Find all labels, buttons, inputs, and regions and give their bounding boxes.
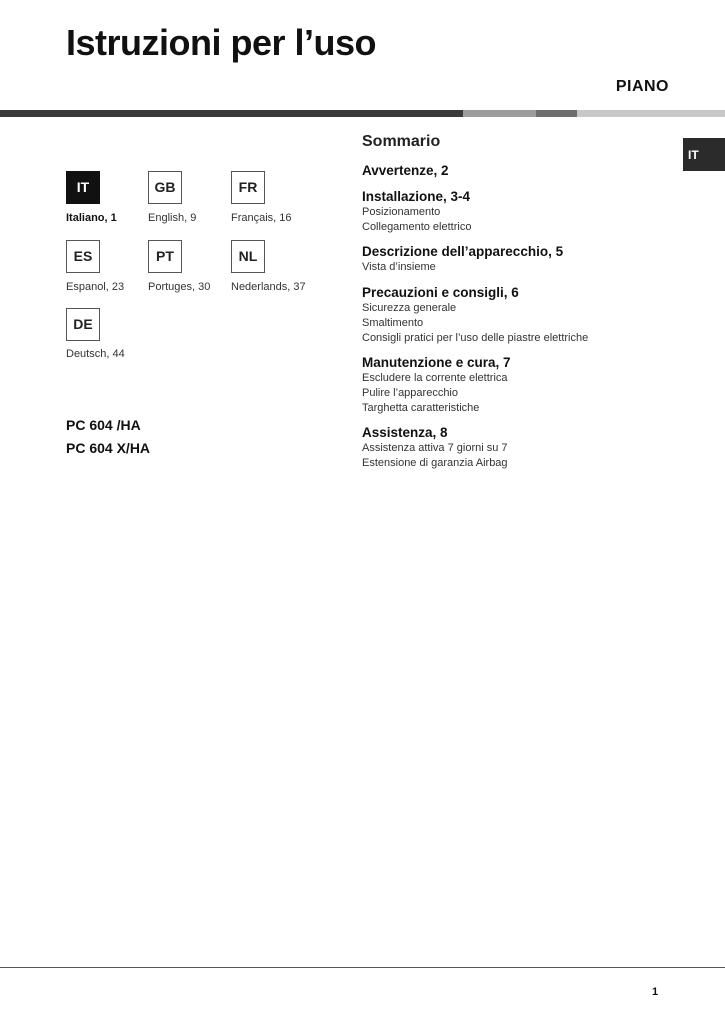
toc-title: Sommario — [362, 133, 441, 150]
lang-box-fr[interactable]: FR — [231, 171, 265, 204]
toc-heading[interactable]: Avvertenze, 2 — [362, 163, 449, 178]
toc-item[interactable]: Posizionamento — [362, 206, 441, 218]
footer-divider — [0, 967, 725, 968]
toc-item[interactable]: Assistenza attiva 7 giorni su 7 — [362, 442, 508, 455]
lang-caption-nl[interactable]: Nederlands, 37 — [231, 281, 306, 293]
lang-caption-it[interactable]: Italiano, 1 — [66, 212, 117, 224]
lang-caption-gb[interactable]: English, 9 — [148, 212, 197, 224]
toc-item[interactable]: Collegamento elettrico — [362, 220, 472, 233]
model-name: PC 604 /HA — [66, 417, 141, 433]
lang-box-pt[interactable]: PT — [148, 240, 182, 273]
toc-item[interactable]: Smaltimento — [362, 316, 424, 329]
toc-section — [362, 424, 682, 470]
toc-heading[interactable]: Descrizione dell’apparecchio, 5 — [362, 244, 564, 260]
toc-item[interactable]: Consigli pratici per l’uso delle piastre elettriche — [362, 331, 589, 344]
lang-caption-fr[interactable]: Français, 16 — [231, 212, 292, 224]
toc-heading[interactable]: Precauzioni e consigli, 6 — [362, 285, 519, 301]
toc-heading[interactable]: Assistenza, 8 — [362, 425, 448, 441]
page-title: Istruzioni per l’uso — [66, 22, 377, 63]
lang-caption-de[interactable]: Deutsch, 44 — [66, 348, 125, 360]
toc-item[interactable]: Targhetta caratteristiche — [362, 401, 480, 414]
lang-caption-es[interactable]: Espanol, 23 — [66, 281, 125, 293]
toc-section — [362, 162, 682, 179]
toc-heading[interactable]: Installazione, 3-4 — [362, 189, 471, 204]
page-number: 1 — [652, 986, 659, 998]
toc-section — [362, 284, 682, 345]
lang-box-de[interactable]: DE — [66, 308, 100, 341]
toc-item[interactable]: Estensione di garanzia Airbag — [362, 457, 508, 470]
toc-item[interactable]: Escludere la corrente elettrica — [362, 372, 508, 385]
header-band-mid — [536, 110, 577, 117]
header-band-grey — [463, 110, 536, 117]
lang-box-it[interactable]: IT — [66, 171, 100, 204]
header-band-dark — [0, 110, 463, 117]
product-label: PIANO — [615, 78, 669, 95]
table-of-contents — [362, 133, 682, 480]
toc-item[interactable]: Vista d’insieme — [362, 261, 436, 274]
model-name: PC 604 X/HA — [66, 440, 151, 456]
lang-box-nl[interactable]: NL — [231, 240, 265, 273]
toc-section — [362, 354, 682, 415]
toc-section — [362, 188, 682, 234]
toc-section — [362, 243, 682, 275]
toc-heading[interactable]: Manutenzione e cura, 7 — [362, 355, 511, 371]
lang-caption-pt[interactable]: Portuges, 30 — [148, 281, 211, 293]
lang-box-es[interactable]: ES — [66, 240, 100, 273]
lang-box-gb[interactable]: GB — [148, 171, 182, 204]
side-language-tab[interactable]: IT — [683, 138, 725, 171]
header-band-light — [577, 110, 725, 117]
toc-item[interactable]: Pulire l’apparecchio — [362, 386, 458, 399]
toc-item[interactable]: Sicurezza generale — [362, 302, 457, 315]
